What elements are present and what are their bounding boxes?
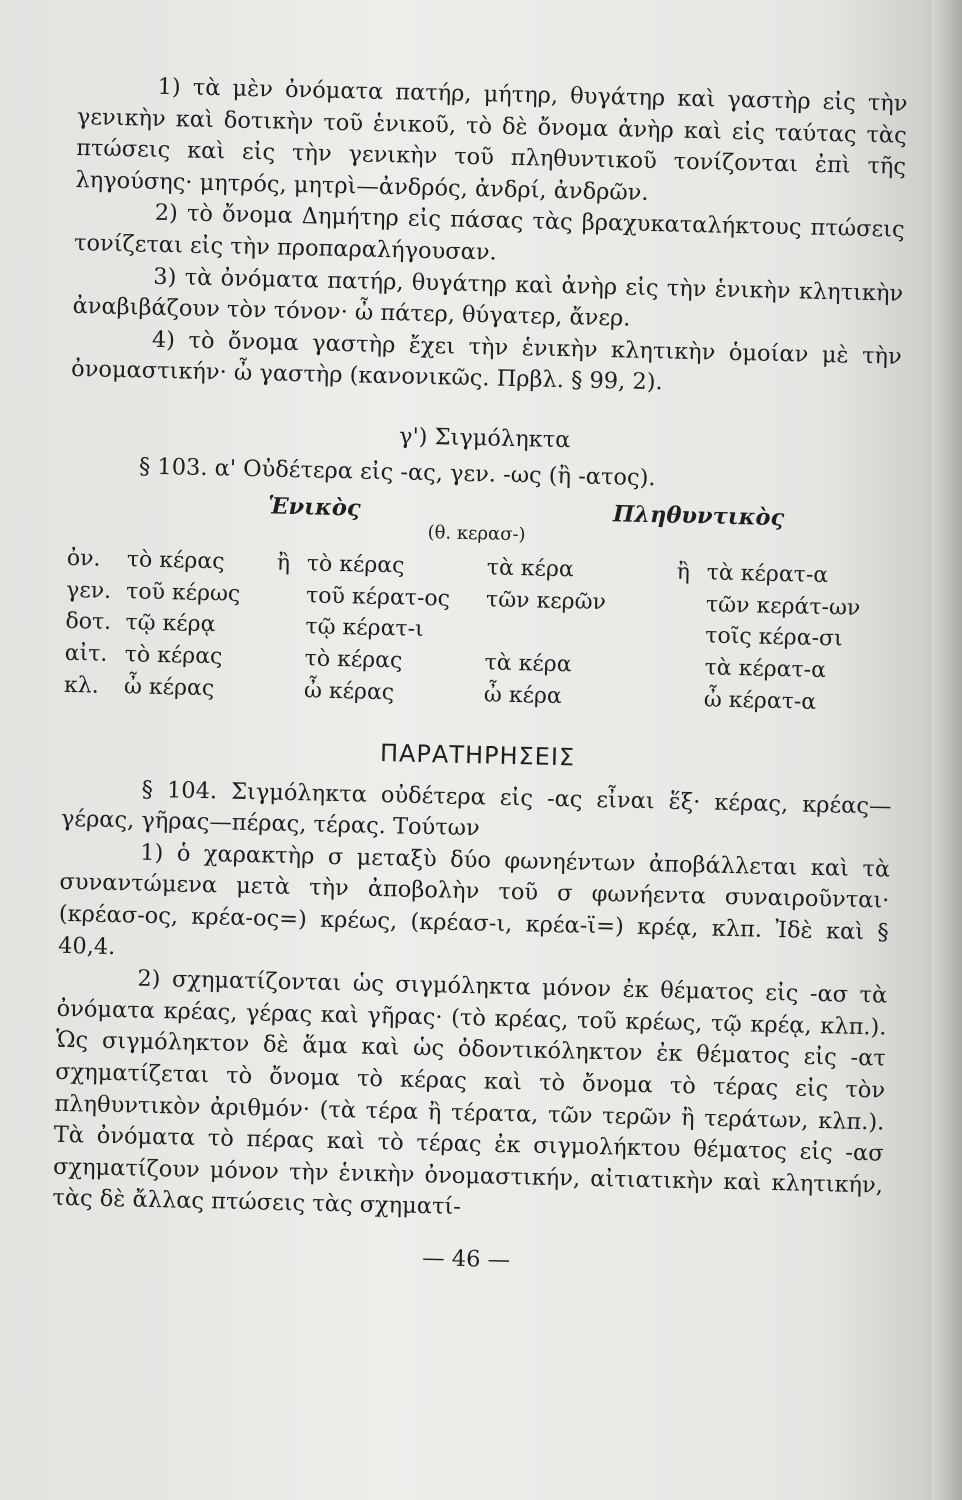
case-label: αἰτ. [64,640,108,667]
case-label: ὀν. [66,546,101,572]
table-cell: τοῖς κέρα-σι [705,623,843,652]
table-cell [274,643,305,675]
table-cell [485,616,676,652]
table-cell [675,620,706,652]
table-cell: ὦ κέρας [303,677,395,705]
page-number: — 46 — [421,1245,511,1274]
table-cell: ἢ [676,559,691,586]
table-cell: τὰ κέρα [484,650,572,678]
table-cell: τοῦ κέρως [125,578,241,607]
paragraph-1: 1) τὰ μὲν ὀνόματα πατήρ, μήτηρ, θυγάτηρ καὶ γαστὴρ εἰς τὴν γενικὴν καὶ δοτικὴν τοῦ ἑνικοῦ, τὸ δὲ ὄνομα ἀνὴρ καὶ εἰς ταύτας τὰς πτώσεις καὶ εἰς τὴν γενικὴν τοῦ πληθυντικοῦ τονίζονται ἐπὶ τῆς ληγούσης· μητρός, μητρὶ—ἀνδρός, ἀνδρί, ἀνδρῶν. [75,73,908,206]
table-cell: τὰ κέρατ-α [704,655,827,684]
table-cell [275,611,306,643]
table-cell [674,683,705,715]
table-cell: ὦ κέρα [483,681,563,709]
singular-header: Ἑνικὸς [267,493,361,522]
table-cell: τῶν κερῶν [485,587,607,615]
table-cell [274,674,305,706]
table-cell: τὸ κέρας [306,551,405,579]
plural-header: Πληθυντικὸς [612,501,785,532]
table-cell: τὰ κέρα [486,555,575,583]
section-subheading: § 103. α' Οὐδέτερα εἰς -ας, γεν. -ως (ἢ -ατος). [138,453,656,491]
case-label: δοτ. [65,609,112,636]
stem-note: (θ. κερασ-) [427,522,526,546]
section-heading: γ') Σιγμόληκτα [398,423,571,454]
table-cell: τὸ κέρας [124,642,223,670]
table-cell: τὸ κέρας [304,646,403,674]
table-cell: ὦ κέρας [123,673,215,701]
table-cell: τὰ κέρατ-α [706,560,829,589]
table-cell: τῷ κέρᾳ [125,610,216,638]
paragraph-4: 4) τὸ ὄνομα γαστὴρ ἔχει τὴν ἑνικὴν κλητικὴν ὁμοίαν μὲ τὴν ὀνομαστικήν· ὦ γαστὴρ (κανονικῶς. Πρβλ. § 99, 2). [70,326,903,396]
case-label: κλ. [63,672,100,699]
table-cell: τὸ κέρας [126,547,225,575]
case-label: γεν. [65,577,112,604]
declension-table [64,543,897,720]
table-cell: τῶν κεράτ-ων [705,592,861,621]
page-edge-shadow [932,0,962,1500]
table-cell: τοῦ κέρατ-ος [305,583,451,612]
table-cell [676,588,707,620]
paragraph-3: 3) τὰ ὀνόματα πατήρ, θυγάτηρ καὶ ἀνὴρ εἰς τὴν ἑνικὴν κλητικὴν ἀναβιβάζουν τὸν τόνον· ὦ πάτερ, θύγατερ, ἄνερ. [72,263,904,332]
table-cell: ἢ [276,550,291,577]
paragraph-7: 2) σχηματίζονται ὡς σιγμόληκτα μόνον ἐκ θέματος εἰς -ασ τὰ ὀνόματα κρέας, γέρας καὶ γῆρας· (τὸ κρέας, τοῦ κρέως, τῷ κρέᾳ, κλπ.). Ὡς σιγμόληκτον δὲ ἅμα καὶ ὡς ὀδοντικόληκτον ἐκ θέματος εἰς -ατ σχηματίζεται τὸ ὄνομα τὸ κέρας καὶ τὸ ὄνομα τὸ τέρας εἰς τὸν πληθυντικὸν ἀριθμόν· (τὰ τέρα ἢ τέρατα, τῶν τερῶν ἢ τεράτων, κλπ.). Τὰ ὀνόματα τὸ πέρας καὶ τὸ τέρας ἐκ σιγμολήκτου θέματος εἰς -ασ σχηματίζουν μόνον τὴν ἑνικὴν ὀνομαστικήν, αἰτιατικὴν καὶ κλητικήν, τὰς δὲ ἄλλας πτώσεις τὰς σχηματί- [52,965,888,1221]
page-text [51,70,908,1285]
observations-heading: ΠΑΡΑΤΗΡΗΣΕΙΣ [379,739,576,772]
table-cell: ὦ κέρατ-α [703,686,817,715]
paragraph-6: 1) ὁ χαρακτὴρ σ μεταξὺ δύο φωνηέντων ἀποβάλλεται καὶ τὰ συναντώμενα μετὰ τὴν ἀποβολὴν τοῦ σ φωνήεντα συναιροῦνται· (κρέασ-ος, κρέα-ος=) κρέως, (κρέασ-ι, κρέα-ϊ=) κρέᾳ, κλπ. Ἰδὲ καὶ § 40,4. [57,839,891,960]
table-cell [674,652,705,684]
table-cell: τῷ κέρατ-ι [305,614,424,643]
paragraph-5: § 104. Σιγμόληκτα οὐδέτερα εἰς -ας εἶναι ἕξ· κέρας, κρέας—γέρας, γῆρας—πέρας, τέρας. Τούτων [60,776,892,842]
paragraph-2: 2) τὸ ὄνομα Δημήτηρ εἰς πάσας τὰς βραχυκαταλήκτους πτώσεις τονίζεται εἰς τὴν προπαραλήγουσαν. [73,200,905,266]
table-cell [276,579,307,611]
